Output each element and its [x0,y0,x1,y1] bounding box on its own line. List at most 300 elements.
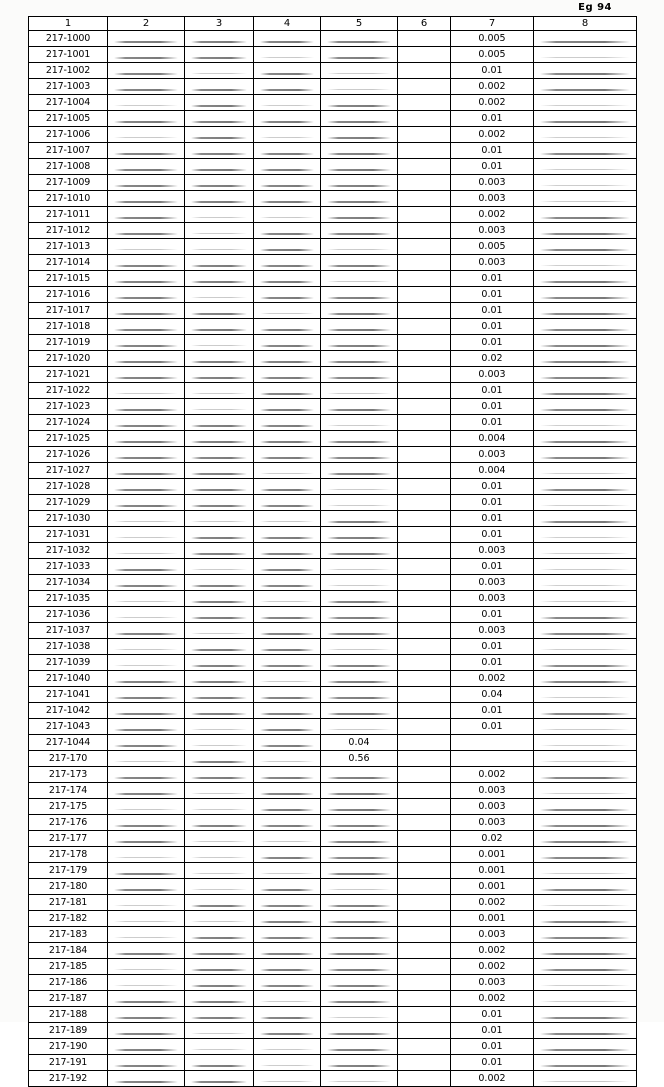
row-id-cell: 217-1018 [29,319,108,335]
data-cell-col5 [321,639,398,655]
data-cell-col4 [254,847,321,863]
data-cell-col5 [321,127,398,143]
data-cell-col6 [398,895,451,911]
data-cell-col6 [398,79,451,95]
data-cell-col4 [254,559,321,575]
data-cell-col5 [321,1055,398,1071]
data-cell-col2 [108,463,185,479]
data-cell-col8 [534,111,637,127]
data-cell-col4 [254,127,321,143]
scan-artifact [540,585,630,587]
data-cell-col2 [108,47,185,63]
scan-artifact [191,233,247,235]
scan-artifact [191,441,247,443]
scan-artifact [114,521,178,523]
scan-artifact [191,329,247,331]
table-row [29,575,637,591]
data-cell-col8 [534,815,637,831]
data-cell-col3 [185,367,254,383]
data-cell-col6 [398,31,451,47]
scan-artifact [540,745,630,747]
scan-artifact [114,649,178,651]
table-row [29,463,637,479]
data-cell-col5 [321,879,398,895]
data-cell-col6 [398,239,451,255]
scan-artifact [260,825,314,827]
data-cell-col2 [108,159,185,175]
data-cell-col3 [185,271,254,287]
data-cell-col6 [398,831,451,847]
scan-artifact [327,297,391,299]
row-id-cell: 217-1003 [29,79,108,95]
scan-artifact [540,425,630,427]
row-id-cell: 217-1015 [29,271,108,287]
data-cell-col5 [321,575,398,591]
data-cell-col6 [398,431,451,447]
table-row [29,655,637,671]
data-cell-col6 [398,495,451,511]
column-header-6: 6 [398,17,451,31]
table-row [29,1071,637,1087]
scan-artifact [191,761,247,763]
data-cell-col5 [321,607,398,623]
scan-artifact [260,377,314,379]
row-id-cell: 217-1001 [29,47,108,63]
row-id-cell: 217-173 [29,767,108,783]
scan-artifact [327,105,391,107]
data-cell-col4 [254,575,321,591]
data-cell-col5 [321,991,398,1007]
table-row [29,1023,637,1039]
data-cell-col6 [398,111,451,127]
data-cell-col3 [185,527,254,543]
column-header-2: 2 [108,17,185,31]
data-cell-col3 [185,463,254,479]
scan-artifact [327,137,391,139]
column-header-4: 4 [254,17,321,31]
scan-artifact [114,617,178,619]
data-cell-col3 [185,159,254,175]
scan-artifact [114,985,178,987]
data-cell-col3 [185,111,254,127]
data-cell-col5 [321,623,398,639]
scan-artifact [327,985,391,987]
data-cell-col2 [108,943,185,959]
data-cell-col2 [108,271,185,287]
row-id-cell: 217-1031 [29,527,108,543]
data-cell-col7: 0.01 [451,495,534,511]
data-cell-col3 [185,1071,254,1087]
data-cell-col8 [534,191,637,207]
scan-artifact [114,409,178,411]
scan-artifact [540,57,630,59]
scan-artifact [327,937,391,939]
data-cell-col2 [108,991,185,1007]
data-cell-col6 [398,207,451,223]
scan-artifact [327,649,391,651]
scan-artifact [191,665,247,667]
data-cell-col3 [185,335,254,351]
scan-artifact [260,1001,314,1003]
data-cell-col5 [321,207,398,223]
data-cell-col8 [534,1055,637,1071]
row-id-cell: 217-1023 [29,399,108,415]
scan-artifact [191,185,247,187]
scan-artifact [260,633,314,635]
scan-artifact [191,265,247,267]
data-cell-col8 [534,623,637,639]
scan-artifact [191,841,247,843]
data-cell-col3 [185,655,254,671]
scan-artifact [327,345,391,347]
data-cell-col6 [398,735,451,751]
data-cell-col8 [534,431,637,447]
data-cell-col5 [321,191,398,207]
table-row [29,815,637,831]
scan-artifact [327,617,391,619]
scan-artifact [260,1065,314,1067]
scan-artifact [114,217,178,219]
scan-artifact [191,569,247,571]
data-cell-col5 [321,447,398,463]
scan-artifact [327,425,391,427]
data-cell-col8 [534,847,637,863]
scan-artifact [540,809,630,811]
data-cell-col5: 0.56 [321,751,398,767]
table-row [29,335,637,351]
scan-artifact [260,649,314,651]
data-cell-col3 [185,959,254,975]
scan-artifact [327,1017,391,1019]
data-cell-col3 [185,751,254,767]
scan-artifact [260,457,314,459]
data-cell-col6 [398,159,451,175]
scan-artifact [540,1017,630,1019]
table-header-row [29,17,637,31]
scan-artifact [114,729,178,731]
data-cell-col5 [321,1023,398,1039]
data-cell-col8 [534,319,637,335]
scan-artifact [540,89,630,91]
data-cell-col7: 0.01 [451,607,534,623]
data-cell-col2 [108,831,185,847]
data-cell-col3 [185,687,254,703]
data-cell-col3 [185,543,254,559]
data-cell-col3 [185,447,254,463]
scan-artifact [260,233,314,235]
data-cell-col3 [185,607,254,623]
data-cell-col2 [108,351,185,367]
scan-artifact [260,521,314,523]
scan-artifact [540,521,630,523]
table-row [29,591,637,607]
data-cell-col2 [108,927,185,943]
scan-artifact [191,1049,247,1051]
data-cell-col5 [321,415,398,431]
scan-artifact [327,809,391,811]
data-cell-col8 [534,1039,637,1055]
scan-artifact [191,697,247,699]
table-row [29,367,637,383]
scan-artifact [191,153,247,155]
data-cell-col3 [185,255,254,271]
scan-artifact [260,73,314,75]
scan-artifact [260,729,314,731]
table-row [29,255,637,271]
scan-artifact [191,1001,247,1003]
scan-artifact [114,841,178,843]
scan-artifact [260,425,314,427]
table-row [29,447,637,463]
data-cell-col3 [185,815,254,831]
data-cell-col5 [321,511,398,527]
scan-artifact [327,89,391,91]
table-row [29,927,637,943]
data-cell-col5 [321,543,398,559]
data-cell-col2 [108,1007,185,1023]
scan-artifact [191,601,247,603]
scan-artifact [114,937,178,939]
scan-artifact [540,153,630,155]
data-cell-col5 [321,143,398,159]
row-id-cell: 217-1007 [29,143,108,159]
scan-artifact [327,713,391,715]
scan-artifact [327,505,391,507]
scan-artifact [260,89,314,91]
data-cell-col5 [321,975,398,991]
table-row [29,687,637,703]
scan-artifact [327,601,391,603]
table-row [29,991,637,1007]
scan-artifact [114,889,178,891]
data-cell-col6 [398,95,451,111]
data-cell-col8 [534,719,637,735]
data-cell-col7: 0.01 [451,143,534,159]
data-cell-col4 [254,463,321,479]
table-row [29,863,637,879]
data-cell-col7: 0.002 [451,767,534,783]
data-cell-col7: 0.002 [451,127,534,143]
scan-artifact [260,617,314,619]
scan-artifact [191,425,247,427]
table-row [29,607,637,623]
scan-artifact [540,185,630,187]
data-cell-col7: 0.01 [451,383,534,399]
row-id-cell: 217-1044 [29,735,108,751]
data-cell-col4 [254,863,321,879]
data-cell-col8 [534,287,637,303]
data-cell-col3 [185,127,254,143]
data-cell-col3 [185,47,254,63]
data-cell-col8 [534,79,637,95]
table-row [29,943,637,959]
scan-artifact [114,1049,178,1051]
table-row [29,1007,637,1023]
scan-artifact [114,489,178,491]
data-cell-col7: 0.01 [451,415,534,431]
row-id-cell: 217-1035 [29,591,108,607]
table-row [29,511,637,527]
data-cell-col3 [185,575,254,591]
data-cell-col3 [185,495,254,511]
data-cell-col6 [398,863,451,879]
data-cell-col6 [398,943,451,959]
scan-artifact [540,937,630,939]
scan-artifact [260,745,314,747]
data-cell-col3 [185,1039,254,1055]
data-cell-col7: 0.01 [451,527,534,543]
scan-artifact [260,473,314,475]
data-cell-col3 [185,31,254,47]
data-cell-col4 [254,959,321,975]
scan-artifact [191,633,247,635]
data-cell-col4 [254,1023,321,1039]
data-cell-col4 [254,239,321,255]
scan-artifact [540,457,630,459]
data-cell-col3 [185,831,254,847]
data-cell-col4 [254,351,321,367]
data-cell-col7: 0.003 [451,575,534,591]
data-cell-col8 [534,559,637,575]
scan-artifact [540,105,630,107]
table-row [29,847,637,863]
scan-artifact [540,537,630,539]
data-cell-col2 [108,255,185,271]
data-cell-col7: 0.001 [451,847,534,863]
data-cell-col5 [321,847,398,863]
scan-artifact [540,793,630,795]
data-cell-col5 [321,783,398,799]
data-cell-col7: 0.002 [451,79,534,95]
scan-artifact [114,73,178,75]
data-cell-col6 [398,1071,451,1087]
data-cell-col2 [108,751,185,767]
scan-artifact [540,729,630,731]
scan-artifact [191,457,247,459]
data-cell-col6 [398,1007,451,1023]
row-id-cell: 217-1013 [29,239,108,255]
row-id-cell: 217-1026 [29,447,108,463]
data-cell-col3 [185,559,254,575]
scan-artifact [327,521,391,523]
data-cell-col7: 0.002 [451,895,534,911]
data-cell-col5 [321,223,398,239]
scan-artifact [114,793,178,795]
data-cell-col7: 0.02 [451,351,534,367]
scan-artifact [540,985,630,987]
row-id-cell: 217-185 [29,959,108,975]
row-id-cell: 217-1000 [29,31,108,47]
data-cell-col6 [398,767,451,783]
data-cell-col4 [254,431,321,447]
scan-artifact [191,825,247,827]
data-cell-col4 [254,95,321,111]
data-cell-col6 [398,479,451,495]
scan-artifact [191,489,247,491]
data-cell-col2 [108,591,185,607]
scan-artifact [191,1065,247,1067]
data-cell-col8 [534,255,637,271]
row-id-cell: 217-1030 [29,511,108,527]
scan-artifact [114,249,178,251]
data-cell-col7 [451,751,534,767]
scan-artifact [540,681,630,683]
data-cell-col2 [108,959,185,975]
row-id-cell: 217-175 [29,799,108,815]
scan-artifact [327,793,391,795]
scan-artifact [114,281,178,283]
data-cell-col8 [534,975,637,991]
data-cell-col2 [108,383,185,399]
scan-artifact [114,1081,178,1083]
data-cell-col2 [108,143,185,159]
row-id-cell: 217-1037 [29,623,108,639]
scan-artifact [540,329,630,331]
scan-artifact [540,873,630,875]
data-cell-col7: 0.004 [451,431,534,447]
data-cell-col4 [254,975,321,991]
scan-artifact [327,265,391,267]
scan-artifact [540,217,630,219]
data-cell-col5 [321,175,398,191]
data-cell-col2 [108,543,185,559]
data-cell-col5 [321,895,398,911]
data-cell-col5: 0.04 [321,735,398,751]
scan-artifact [191,377,247,379]
scan-artifact [260,345,314,347]
data-cell-col7: 0.04 [451,687,534,703]
data-cell-col6 [398,335,451,351]
scan-artifact [327,1065,391,1067]
scan-artifact [327,1049,391,1051]
data-cell-col6 [398,1055,451,1071]
data-cell-col2 [108,431,185,447]
data-cell-col2 [108,767,185,783]
scan-artifact [191,857,247,859]
scan-artifact [191,409,247,411]
scan-artifact [327,185,391,187]
scan-artifact [114,137,178,139]
row-id-cell: 217-1024 [29,415,108,431]
data-cell-col5 [321,719,398,735]
table-row [29,895,637,911]
data-cell-col7: 0.01 [451,655,534,671]
scan-artifact [540,361,630,363]
scan-artifact [114,1065,178,1067]
scan-artifact [260,857,314,859]
scan-artifact [327,121,391,123]
scan-artifact [191,201,247,203]
data-cell-col4 [254,895,321,911]
data-cell-col6 [398,255,451,271]
scan-artifact [191,73,247,75]
data-cell-col7: 0.003 [451,191,534,207]
data-cell-col8 [534,351,637,367]
scan-artifact [114,121,178,123]
scan-artifact [260,489,314,491]
scan-artifact [260,665,314,667]
scan-artifact [191,361,247,363]
data-cell-col6 [398,719,451,735]
scan-artifact [327,857,391,859]
scan-artifact [540,841,630,843]
data-cell-col2 [108,575,185,591]
data-cell-col4 [254,911,321,927]
data-cell-col2 [108,975,185,991]
scan-artifact [540,921,630,923]
data-cell-col3 [185,991,254,1007]
data-cell-col8 [534,479,637,495]
